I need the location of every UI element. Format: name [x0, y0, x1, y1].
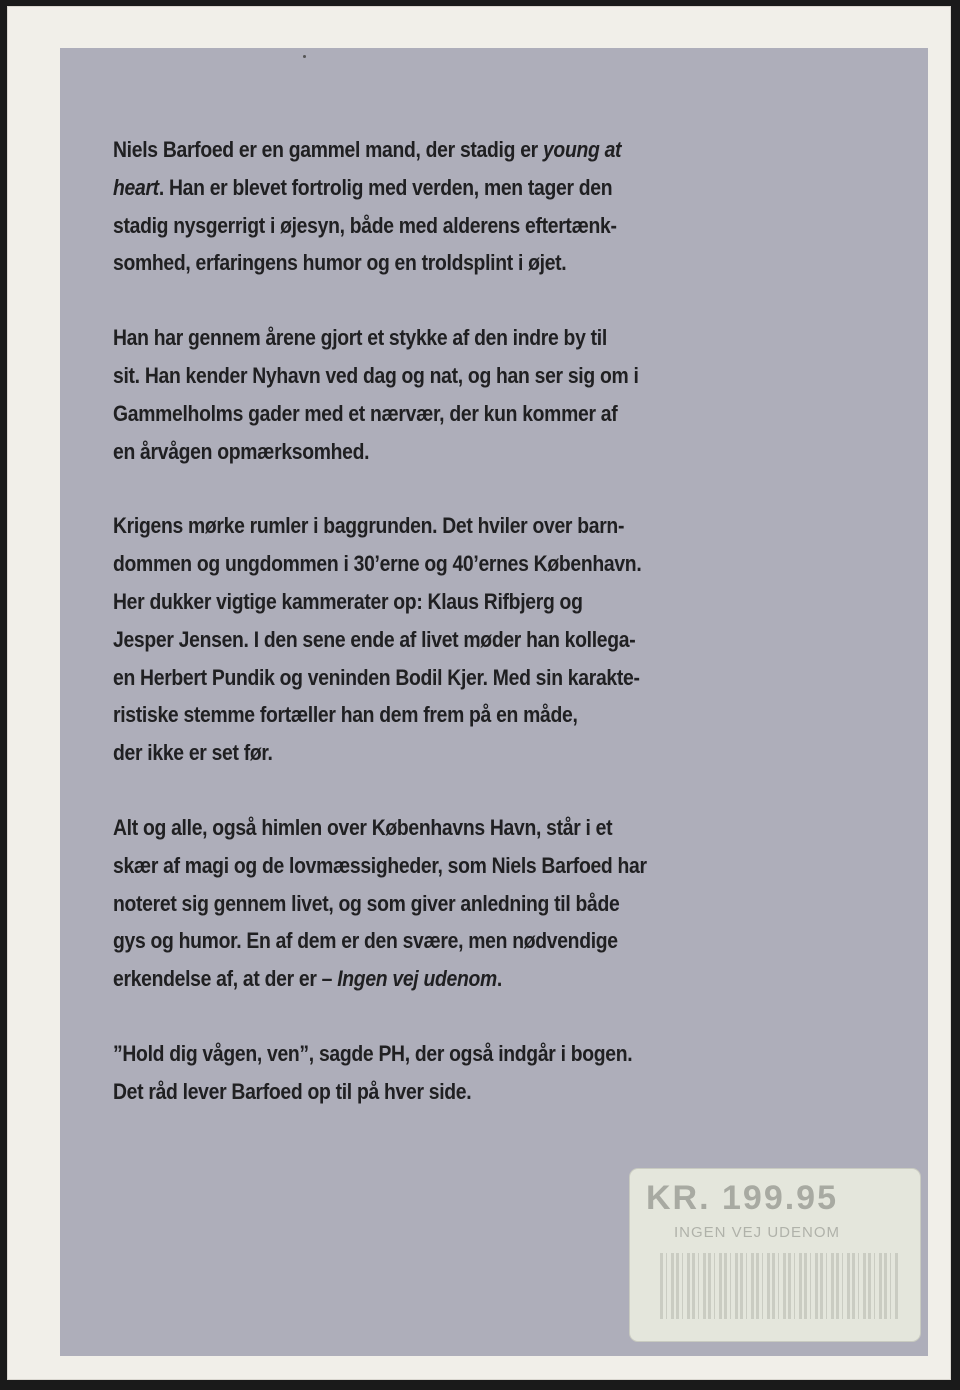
blurb-line — [113, 960, 698, 998]
blurb-line: gys og humor. En af dem er den svære, men nødvendige — [113, 928, 618, 954]
blurb-line: sit. Han kender Nyhavn ved dag og nat, og han ser sig om i — [113, 362, 639, 388]
blurb-line: Jesper Jensen. I den sene ende af livet møder han kollega- — [113, 626, 636, 652]
book-back-cover — [7, 6, 951, 1380]
blurb-text-span: . — [496, 966, 502, 992]
barcode-icon — [660, 1253, 900, 1319]
blurb-line: ristiske stemme fortæller han dem frem på en måde, — [113, 702, 578, 728]
blurb-paragraph-2 — [113, 319, 698, 470]
blurb-paragraph-1 — [113, 131, 698, 282]
blurb-line: Her dukker vigtige kammerater op: Klaus Rifbjerg og — [113, 588, 583, 614]
blurb-paragraph-5 — [113, 1035, 698, 1111]
blurb-italic: heart — [113, 174, 159, 200]
blurb-line: Gammelholms gader med et nærvær, der kun kommer af — [113, 400, 618, 426]
sticker-price: KR. 199.95 — [646, 1179, 838, 1217]
blurb-line: Alt og alle, også himlen over Københavns Havn, står i et — [113, 814, 613, 840]
blurb-italic: young at — [542, 137, 622, 162]
blurb-line — [113, 169, 698, 207]
blurb-text — [113, 131, 698, 1148]
blurb-line: Han har gennem årene gjort et stykke af den indre by til — [113, 325, 607, 351]
blurb-line: stadig nysgerrigt i øjesyn, både med alderens eftertænk- — [113, 212, 617, 238]
blurb-paragraph-3 — [113, 507, 698, 772]
blurb-line — [113, 131, 698, 169]
blurb-text-span: Niels Barfoed er en gammel mand, der stadig er — [113, 137, 543, 162]
price-sticker — [630, 1169, 920, 1341]
blurb-line: der ikke er set før. — [113, 740, 273, 766]
blurb-line: Det råd lever Barfoed op til på hver side. — [113, 1078, 472, 1104]
blurb-line: somhed, erfaringens humor og en troldsplint i øjet. — [113, 250, 567, 276]
blurb-text-span: . Han er blevet fortrolig med verden, men tager den — [158, 174, 613, 200]
blurb-line: skær af magi og de lovmæssigheder, som Niels Barfoed har — [113, 852, 647, 878]
blurb-line: ”Hold dig vågen, ven”, sagde PH, der også indgår i bogen. — [113, 1040, 633, 1066]
sticker-title: INGEN VEJ UDENOM — [674, 1224, 841, 1241]
blurb-paragraph-4 — [113, 809, 698, 998]
blurb-line: en årvågen opmærksomhed. — [113, 438, 370, 464]
blurb-line: dommen og ungdommen i 30’erne og 40’ernes København. — [113, 551, 642, 577]
blurb-italic: Ingen vej udenom — [337, 966, 497, 992]
blurb-line: en Herbert Pundik og veninden Bodil Kjer. Med sin karakte- — [113, 664, 640, 690]
print-speck — [303, 55, 306, 58]
blurb-line: Krigens mørke rumler i baggrunden. Det hviler over barn- — [113, 513, 625, 539]
blurb-line: noteret sig gennem livet, og som giver anledning til både — [113, 890, 620, 916]
blurb-text-span: erkendelse af, at der er – — [113, 966, 338, 992]
